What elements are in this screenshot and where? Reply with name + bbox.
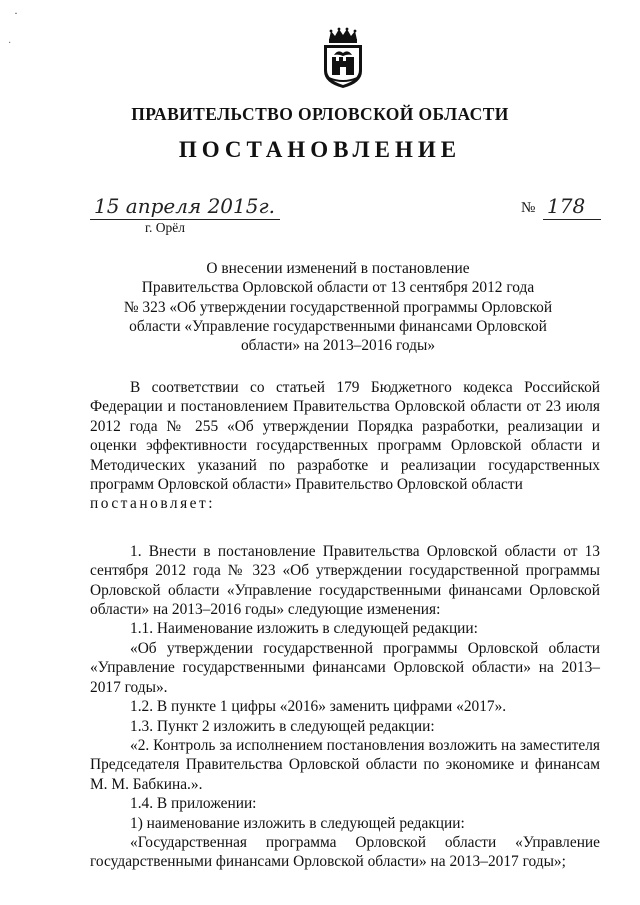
document-body	[90, 378, 600, 872]
number-sign: №	[521, 200, 536, 216]
paragraph-1-1-text: «Об утверждении государственной программы Орловской области «Управление государственными финансами Орловской области» на 2013–2017 годы».	[90, 639, 600, 696]
paragraph-1-4-1-text: «Государственная программа Орловской области «Управление государственными финансами Орловской области» на 2013–2017 годы»;	[90, 833, 600, 871]
subject-line: области» на 2013–2016 годы»	[240, 337, 436, 355]
number-field	[521, 196, 601, 222]
document-type-title: ПОСТАНОВЛЕНИЕ	[178, 137, 462, 162]
paragraph-1-2: 1.2. В пункте 1 цифры «2016» заменить цифрами «2017».	[130, 698, 507, 716]
preamble-paragraph	[90, 378, 600, 494]
government-name: ПРАВИТЕЛЬСТВО ОРЛОВСКОЙ ОБЛАСТИ	[131, 104, 509, 124]
city-label: г. Орёл	[145, 220, 185, 235]
number-underline	[543, 219, 601, 220]
date-handwritten: 15 апреля 2015г.	[94, 194, 275, 218]
paragraph-1-1: 1.1. Наименование изложить в следующей редакции:	[130, 620, 478, 638]
corner-mark-small: ·	[8, 38, 12, 49]
subject-line: О внесении изменений в постановление	[206, 260, 470, 277]
paragraph-1-4: 1.4. В приложении:	[130, 795, 257, 813]
orel-region-coat-of-arms-icon	[320, 27, 366, 89]
subject-line: области «Управление государственными финансами Орловской	[129, 317, 547, 335]
paragraph-1-3: 1.3. Пункт 2 изложить в следующей редакции:	[130, 717, 435, 735]
date-underline	[90, 219, 280, 220]
document-subject	[110, 259, 566, 355]
number-handwritten: 178	[547, 194, 586, 218]
resolves-word: постановляет:	[90, 495, 215, 513]
date-field	[90, 196, 280, 222]
paragraph-1-3-text: «2. Контроль за исполнением постановления возложить на заместителя Председателя Правительства Орловской области по экономике и финансам М. М. Бабкина.».	[90, 736, 600, 793]
subject-line: № 323 «Об утверждении государственной программы Орловской	[123, 298, 553, 316]
subject-line: Правительства Орловской области от 13 сентября 2012 года	[141, 279, 535, 297]
preamble-text: В соответствии со статьей 179 Бюджетного кодекса Российской Федерации и постановлением Правительства Орловской области от 23 июля 2012 года № 255 «Об утверждении Порядка разработки, реализации и оценки эффективности государственных программ Орловской области и Методических указаний по разработке и реализации государственных программ Орловской области» Правительство Орловской области	[90, 379, 600, 494]
paragraph-1-4-1: 1) наименование изложить в следующей редакции:	[130, 814, 465, 832]
resolves-line	[90, 494, 600, 513]
paragraph-1: 1. Внести в постановление Правительства Орловской области от 13 сентября 2012 года № 323 «Об утверждении государственной программы Орловской области «Управление государственными финансами Орловской области» на 2013–2016 годы» следующие изменения:	[90, 542, 600, 619]
corner-mark: ·	[14, 6, 18, 20]
